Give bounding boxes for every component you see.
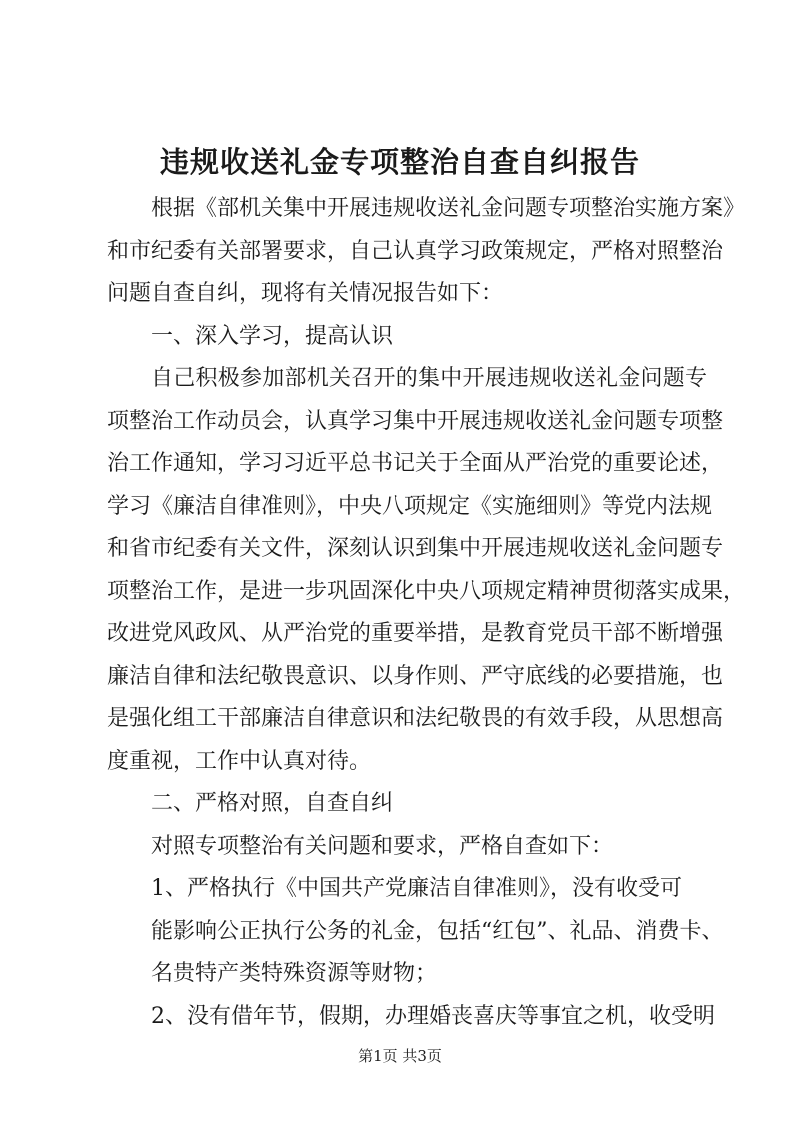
paragraph-line: 廉洁自律和法纪敬畏意识、以身作则、严守底线的必要措施，也 xyxy=(107,663,724,689)
paragraph-line: 学习《廉洁自律准则》，中央八项规定《实施细则》等党内法规 xyxy=(107,493,713,519)
paragraph-line: 项整治工作动员会，认真学习集中开展违规收送礼金问题专项整 xyxy=(107,408,724,434)
paragraph-line: 和省市纪委有关文件，深刻认识到集中开展违规收送礼金问题专 xyxy=(107,536,724,561)
paragraph-line: 问题自查自纠，现将有关情况报告如下： xyxy=(107,281,504,306)
page-footer: 第1页 共3页 xyxy=(358,1047,442,1065)
list-item-line: 1、严格执行《中国共产党廉洁自律准则》，没有收受可 xyxy=(151,876,682,901)
section-heading: 二、严格对照，自查自纠 xyxy=(151,791,394,816)
document-body xyxy=(107,188,746,1038)
paragraph-line: 根据《部机关集中开展违规收送礼金问题专项整治实施方案》 xyxy=(151,196,746,221)
paragraph-line: 和市纪委有关部署要求，自己认真学习政策规定，严格对照整治 xyxy=(107,238,724,264)
list-item-line: 2、没有借年节，假期，办理婚丧喜庆等事宜之机，收受明 xyxy=(151,1003,715,1029)
paragraph-line: 度重视，工作中认真对待。 xyxy=(107,748,372,774)
list-item-line: 能影响公正执行公务的礼金，包括“红包”、礼品、消费卡、 xyxy=(151,918,724,944)
list-item-line: 名贵特产类特殊资源等财物； xyxy=(151,961,438,986)
paragraph-line: 改进党风政风、从严治党的重要举措，是教育党员干部不断增强 xyxy=(107,621,724,646)
paragraph-line: 自己积极参加部机关召开的集中开展违规收送礼金问题专 xyxy=(151,366,707,391)
paragraph-line: 治工作通知，学习习近平总书记关于全面从严治党的重要论述， xyxy=(107,451,724,476)
paragraph-line: 是强化组工干部廉洁自律意识和法纪敬畏的有效手段，从思想高 xyxy=(107,706,724,731)
document-title: 违规收送礼金专项整治自查自纠报告 xyxy=(159,145,640,179)
section-heading: 一、深入学习，提高认识 xyxy=(151,323,394,349)
paragraph-line: 对照专项整治有关问题和要求，严格自查如下： xyxy=(151,833,614,859)
paragraph-line: 项整治工作，是进一步巩固深化中央八项规定精神贯彻落实成果， xyxy=(107,578,746,604)
